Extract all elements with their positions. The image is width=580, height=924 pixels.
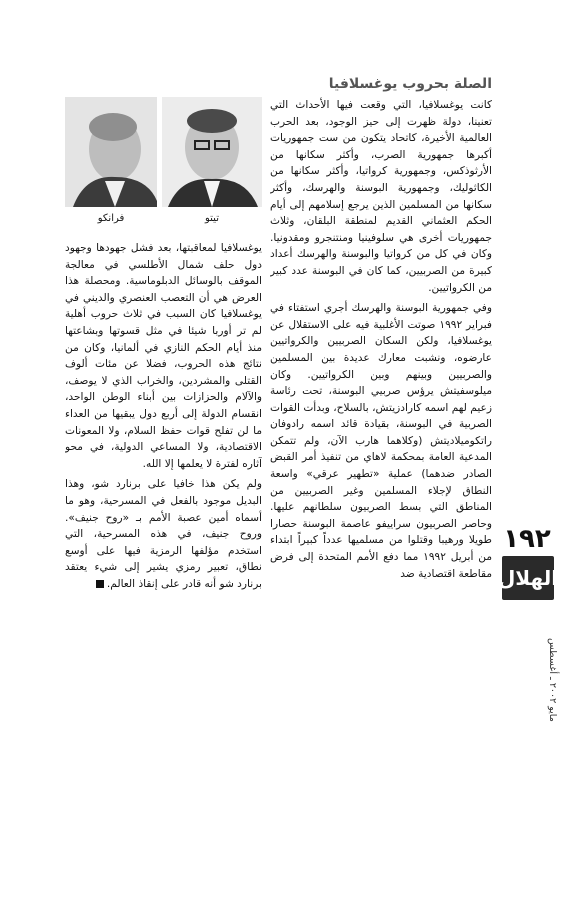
paragraph: وفي جمهورية البوسنة والهرسك أجري استفتاء في فبراير ١٩٩٢ صوتت الأغلبية فيه على الاستقلال عن يوغسلافيا، ولكن السكان الصربيين والكرواتيين عارضوه، ونشبت معارك عديدة بين المسلمين والصربيين وبينهم وبين الكرواتيين. وكان ميلوسفيتش يرؤس صربيي البوسنة، تحت رئاسة زعيم لهم اسمه كارادزيتش، بالسلاح، وبدأت القوات الصربية في البوسنة، بقيادة قائد اسمه رادوفان راتكوميلاديتش (وكلاهما هارب الآن، ولم تتمكن المدعية العامة بمحكمة لاهاي من تنفيذ أمر القبض الصادر ضدهما) عملية «تطهير عرقي» واسعة النطاق لإجلاء المسلمين وغير الصربيين من المناطق التي بسط الصربيون سلطانهم عليها. وحاصر الصربيون سراييفو عاصمة البوسنة حصارا طويلا ورهيبا وقتلوا من مسلميها عدداً كبيراً ابتداء من أبريل ١٩٩٢ مما دفع الأمم المتحدة إلى فرض مقاطعة اقتصادية ضد [270,302,492,580]
magazine-logo: الهلال [502,556,554,600]
paragraph [65,476,262,592]
article-column-left [65,240,262,720]
paragraph: كانت يوغسلافيا، التي وقعت فيها الأحداث التي تعنينا، دولة ظهرت إلى حيز الوجود، بعد الحرب العالمية الأخيرة، كاتحاد يتكون من ست جمهوريات أكبرها جمهورية الصرب، وأكثر سكانها من الأرثوذكس، وجمهورية كرواتيا، وأكثر سكانها من الكاثوليك، وجمهورية البوسنة والهرسك، وأكثر سكانها من المسلمين الذين يرجع إسلامهم إلى أيام الحكم العثماني القديم لمنطقة البلقان، وثلاث جمهوريات أخرى هي سلوفينيا ومنتنجرو ومقدونيا. وكان في كل من كرواتيا والبوسنة والهرسك أعداد كبيرة من الصربيين، كما كان في البوسنة عدد كبير من الكرواتيين. [270,99,492,294]
issue-date: مايو ٢٠٠٢ ـ أغسطس [547,638,558,722]
photo-caption-right: تيتو [205,213,219,224]
photo-caption-left: فرانكو [97,213,125,224]
page-number: ١٩٢ [503,524,551,554]
franco-photo [65,97,157,207]
article-title: الصلة بحروب يوغسلافيا [328,76,492,92]
paragraph: يوغسلافيا لمعاقبتها، بعد فشل جهودها وجهود دول حلف شمال الأطلسي في معالجة الموقف بالوسائل الدبلوماسية. ومحصلة هذا العرض هي أن التعصب العنصري والديني في يوغسلافيا كان السبب في ثلاث حروب أهلية لم تر أوربا شيئا في مثل قسوتها وبشاعتها منذ أيام الحكم النازي في ألمانيا، وكان من نتائج هذه الحروب، فضلا عن مئات ألوف القتلى والمشردين، والخراب الذي لا يوصف، والآلام والحزازات بين أبناء الوطن الواحد، انقسام الدولة إلى أربع دول يبقيها من العداء ما لن تفلح قوات حفظ السلام، ولا المعونات الاقتصادية، ولا المساعي الدولية، في محو آثاره لفترة لا يعلمها إلا الله. [65,242,262,470]
tito-photo [162,97,262,207]
paragraph-text: ولم يكن هذا خافيا على برنارد شو، وهذا البديل موجود بالفعل في المسرحية، وهو ما أسماه أمين عصبة الأمم بـ «روح جنيف». وروح جنيف، في هذه المسرحية، التي استخدم مؤلفها الرمزية فيها على أوسع نطاق، تعبير رمزي يشير إلى شيء يعتقد برنارد شو أنه قادر على إنقاذ العالم. [65,478,262,590]
end-of-article-icon [96,580,104,588]
article-column-right [270,97,492,807]
